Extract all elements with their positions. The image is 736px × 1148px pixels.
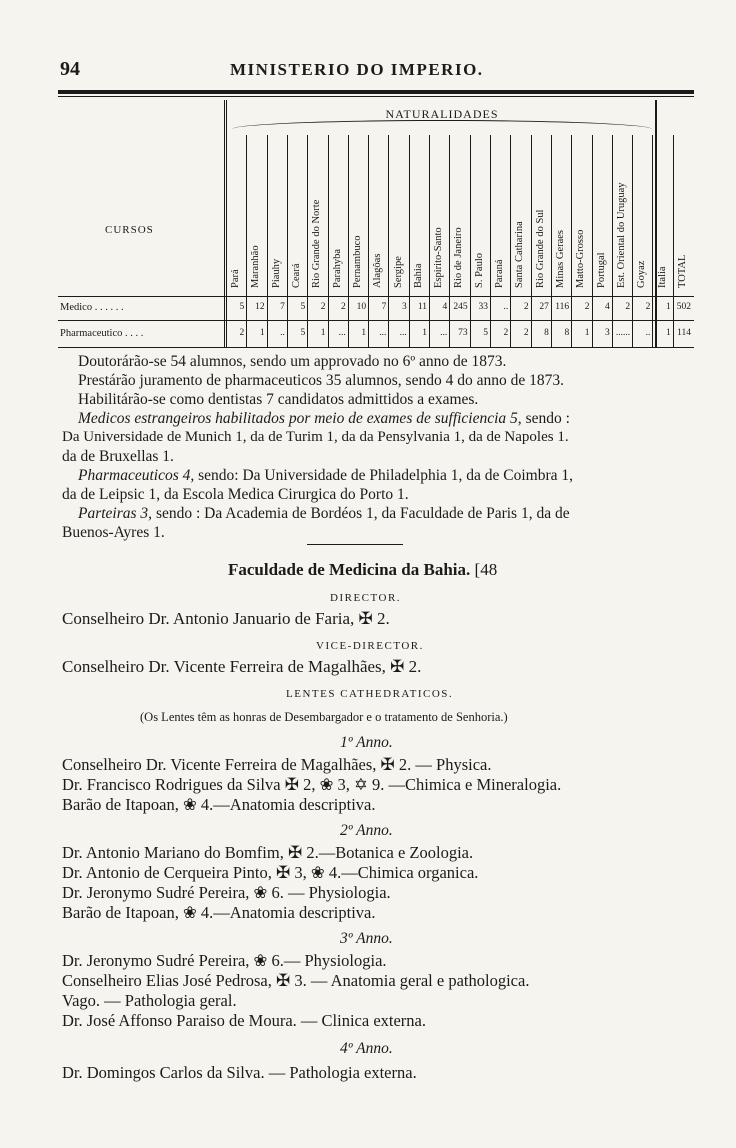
faculty-line xyxy=(62,843,473,863)
table-cell: ...... xyxy=(615,328,631,338)
faculty-line: Vago. — Pathologia geral. xyxy=(62,991,237,1010)
running-title: MINISTERIO DO IMPERIO. xyxy=(230,60,484,79)
text-line xyxy=(78,467,573,485)
column-header-label: Pará xyxy=(230,269,242,288)
header-rule-thin xyxy=(58,96,694,97)
table-cell: 11 xyxy=(417,302,427,312)
text-line xyxy=(78,505,570,523)
vice-name: Conselheiro Dr. Vicente Ferreira de Magalhães, xyxy=(62,657,386,676)
cross-icon: ✠ xyxy=(284,775,299,794)
column-header xyxy=(287,135,307,292)
column-header-label: Parahyba xyxy=(331,248,343,288)
table-cell: 1 xyxy=(665,328,671,338)
name: Conselheiro Dr. Vicente Ferreira de Magalhães, xyxy=(62,755,377,774)
table-cell: ... xyxy=(379,328,387,338)
column-header xyxy=(592,135,612,292)
column-header xyxy=(449,135,469,292)
column-header-label: Rio de Janeiro xyxy=(453,227,465,288)
cursos-header: CURSOS xyxy=(105,224,154,236)
name: Dr. Jeronymo Sudré Pereira, xyxy=(62,883,250,902)
column-header xyxy=(673,135,693,292)
subject: 6.— Physiologia. xyxy=(267,951,387,970)
column-header xyxy=(246,135,266,292)
table-cell: 5 xyxy=(300,328,306,338)
column-header xyxy=(652,135,672,292)
faculty-line xyxy=(62,883,391,903)
faculty-line xyxy=(62,951,387,971)
column-header xyxy=(551,135,571,292)
section-title xyxy=(228,560,497,580)
table-cell: 3 xyxy=(605,328,610,338)
faculty-line xyxy=(62,971,529,991)
faculty-line xyxy=(62,863,478,883)
anno-heading: 3º Anno. xyxy=(340,930,393,947)
table-cell: 1 xyxy=(259,328,265,338)
table-cell: 7 xyxy=(280,302,285,312)
text-line: Doutorárão-se 54 alumnos, sendo um approvado no 6º anno de 1873. xyxy=(78,353,507,370)
table-cell: 1 xyxy=(320,328,326,338)
star-icon: ✡ xyxy=(354,775,368,794)
rose-icon: ❀ xyxy=(253,951,268,970)
column-header-label: Sergipe xyxy=(392,256,404,288)
cross-icon: ✠ xyxy=(276,863,291,882)
column-header xyxy=(307,135,327,292)
text-line: Buenos-Ayres 1. xyxy=(62,524,165,541)
column-header-label: Est. Oriental do Uruguay xyxy=(615,182,627,288)
name: Conselheiro Elias José Pedrosa, xyxy=(62,971,272,990)
rose-icon: ❀ xyxy=(253,883,268,902)
table-cell: 2 xyxy=(341,302,346,312)
column-header-label: S. Paulo xyxy=(473,252,485,288)
subject: 3. — Anatomia geral e pathologica. xyxy=(290,971,530,990)
subject: 2.—Botanica e Zoologia. xyxy=(302,843,474,862)
column-header-label: Alagôas xyxy=(372,253,384,288)
table-cell: 73 xyxy=(458,328,468,338)
grade: 3, xyxy=(290,863,307,882)
table-vline xyxy=(224,100,225,348)
italic-text: Pharmaceuticos 4, xyxy=(78,467,195,484)
cross-icon: ✠ xyxy=(287,843,303,862)
column-header-label: Piauhy xyxy=(270,258,282,288)
table-cell: .. xyxy=(645,328,651,338)
italic-text: Medicos estrangeiros habilitados por meio de exames de sufficiencia 5, xyxy=(78,410,522,427)
table-cell: 2 xyxy=(625,302,631,312)
row-label: Medico . . . . . . xyxy=(60,302,124,313)
subject: 4.—Anatomia descriptiva. xyxy=(196,903,376,922)
cross-icon: ✠ xyxy=(358,609,373,628)
column-header xyxy=(571,135,591,292)
column-header xyxy=(470,135,490,292)
table-cell: 1 xyxy=(584,328,590,338)
column-header xyxy=(490,135,510,292)
column-header-label: Espirito-Santo xyxy=(433,227,445,288)
faculty-line: Dr. José Affonso Paraiso de Moura. — Clinica externa. xyxy=(62,1011,426,1030)
table-hline xyxy=(58,320,694,321)
rose-icon: ❀ xyxy=(319,775,334,794)
section-count: [48 xyxy=(474,560,498,579)
brace xyxy=(232,120,652,131)
table-cell: 5 xyxy=(239,302,245,312)
table-cell: .. xyxy=(280,328,285,338)
director-line xyxy=(62,609,390,629)
table-cell: ... xyxy=(440,328,448,338)
subject: 4.—Chimica organica. xyxy=(324,863,479,882)
text-line: Prestárão juramento de pharmaceuticos 35 alumnos, sendo 4 do anno de 1873. xyxy=(78,372,564,389)
rose-icon: ❀ xyxy=(182,795,197,814)
table-cell: 3 xyxy=(401,302,407,312)
column-header xyxy=(226,135,246,292)
naturalidades-header: NATURALIDADES xyxy=(385,107,499,121)
grade: 2. xyxy=(404,657,422,676)
table-cell: 2 xyxy=(523,328,529,338)
rose-icon: ❀ xyxy=(182,903,197,922)
grade: 2, xyxy=(298,775,316,794)
text-line: da de Bruxellas 1. xyxy=(62,448,174,465)
table-cell: 27 xyxy=(539,302,549,312)
name: Dr. Jeronymo Sudré Pereira, xyxy=(62,951,250,970)
row-label: Pharmaceutico . . . . xyxy=(60,328,144,339)
table-cell: 245 xyxy=(453,302,468,312)
column-header xyxy=(388,135,408,292)
column-header xyxy=(531,135,551,292)
column-header-label: Goyaz xyxy=(636,260,648,288)
column-header xyxy=(510,135,530,292)
column-header-label: Matto-Grosso xyxy=(575,229,587,288)
text-line: Da Universidade de Munich 1, da de Turim 1, da da Pensylvania 1, da de Napoles 1. xyxy=(62,429,569,445)
rose-icon: ❀ xyxy=(310,863,325,882)
faculty-line xyxy=(62,795,376,815)
table-cell: 4 xyxy=(605,302,610,312)
table-cell: 12 xyxy=(255,302,265,312)
name: Dr. Antonio de Cerqueira Pinto, xyxy=(62,863,272,882)
column-header-label: Italia xyxy=(656,266,668,288)
table-cell: 2 xyxy=(503,328,509,338)
column-header-label: Portugal xyxy=(595,252,607,288)
table-cell: 33 xyxy=(478,302,488,312)
table-cell: ... xyxy=(399,328,407,338)
vice-heading: VICE-DIRECTOR. xyxy=(316,640,424,652)
column-header-label: Bahia xyxy=(412,263,424,288)
table-cell: 4 xyxy=(442,302,448,312)
column-header xyxy=(348,135,368,292)
director-name: Conselheiro Dr. Antonio Januario de Faria, xyxy=(62,609,355,628)
text-line: da de Leipsic 1, da Escola Medica Cirurgica do Porto 1. xyxy=(62,486,409,503)
lentes-heading: LENTES CATHEDRATICOS. xyxy=(286,688,454,700)
subject: 4.—Anatomia descriptiva. xyxy=(196,795,376,814)
table-cell: 1 xyxy=(361,328,367,338)
lentes-note: (Os Lentes têm as honras de Desembargador e o tratamento de Senhoria.) xyxy=(140,710,508,724)
text: sendo : xyxy=(521,410,570,427)
text: sendo : Da Academia de Bordéos 1, da Faculdade de Paris 1, da de xyxy=(152,505,570,522)
table-hline xyxy=(58,296,694,297)
column-header-label: Rio Grande do Sul xyxy=(534,209,546,288)
column-header xyxy=(368,135,388,292)
column-header-label: Santa Catharina xyxy=(514,221,526,288)
table-cell: 2 xyxy=(584,302,590,312)
name: Dr. Antonio Mariano do Bomfim, xyxy=(62,843,284,862)
cross-icon: ✠ xyxy=(380,755,395,774)
section-title-text: Faculdade de Medicina da Bahia. xyxy=(228,560,471,579)
table-cell: 1 xyxy=(665,302,671,312)
column-header-label: Pernambuco xyxy=(351,235,363,288)
cross-icon: ✠ xyxy=(390,657,405,676)
faculty-line xyxy=(62,775,561,795)
name: Barão de Itapoan, xyxy=(62,903,179,922)
table-cell: 7 xyxy=(381,302,387,312)
anno-heading: 4º Anno. xyxy=(340,1040,393,1057)
anno-heading: 2º Anno. xyxy=(340,822,393,839)
subject: 2. — Physica. xyxy=(394,755,492,774)
table-cell: 5 xyxy=(300,302,306,312)
column-header-label: Maranhão xyxy=(250,245,262,288)
table-cell: 2 xyxy=(320,302,326,312)
table-cell: 8 xyxy=(544,328,549,338)
subject: 9. —Chimica e Mineralogia. xyxy=(367,775,562,794)
table-cell: 1 xyxy=(422,328,427,338)
column-header xyxy=(409,135,429,292)
column-header xyxy=(429,135,449,292)
faculty-line: Dr. Domingos Carlos da Silva. — Pathologia externa. xyxy=(62,1063,417,1082)
column-header xyxy=(328,135,348,292)
table-cell: 5 xyxy=(483,328,488,338)
text-line xyxy=(78,410,570,428)
cross-icon: ✠ xyxy=(276,971,291,990)
anno-heading: 1º Anno. xyxy=(340,734,393,751)
column-header xyxy=(267,135,287,292)
table-cell: 2 xyxy=(239,328,245,338)
faculty-line xyxy=(62,755,491,775)
text: sendo: Da Universidade de Philadelphia 1, da de Coimbra 1, xyxy=(194,467,574,484)
column-header-label: TOTAL xyxy=(676,254,688,288)
table-hline xyxy=(58,347,694,348)
table-cell: 2 xyxy=(523,302,529,312)
director-heading: DIRECTOR. xyxy=(330,592,402,604)
table-cell: 8 xyxy=(564,328,570,338)
header-rule xyxy=(58,90,694,94)
table-cell: 114 xyxy=(677,328,691,338)
faculty-line xyxy=(62,903,376,923)
text-line: Habilitárão-se como dentistas 7 candidatos admittidos a exames. xyxy=(78,391,479,408)
name: Dr. Francisco Rodrigues da Silva xyxy=(62,775,281,794)
column-header xyxy=(632,135,652,292)
name: Barão de Itapoan, xyxy=(62,795,179,814)
table-cell: 2 xyxy=(645,302,651,312)
table-cell: .. xyxy=(503,302,509,312)
column-header-label: Paraná xyxy=(494,259,506,288)
table-cell: 116 xyxy=(555,302,570,312)
italic-text: Parteiras 3, xyxy=(78,505,153,522)
table-cell: 10 xyxy=(356,302,367,312)
table-cell: 502 xyxy=(676,302,691,312)
page-number: 94 xyxy=(60,58,80,80)
column-header-label: Rio Grande do Norte xyxy=(311,199,323,288)
grade: 3, xyxy=(333,775,350,794)
grade: 2. xyxy=(372,609,390,628)
column-header xyxy=(612,135,632,292)
column-header-label: Ceará xyxy=(291,263,303,288)
column-header-label: Minas Geraes xyxy=(555,229,567,288)
separator xyxy=(307,544,403,545)
table-cell: ... xyxy=(338,328,346,338)
vice-line xyxy=(62,657,421,677)
subject: 6. — Physiologia. xyxy=(267,883,391,902)
